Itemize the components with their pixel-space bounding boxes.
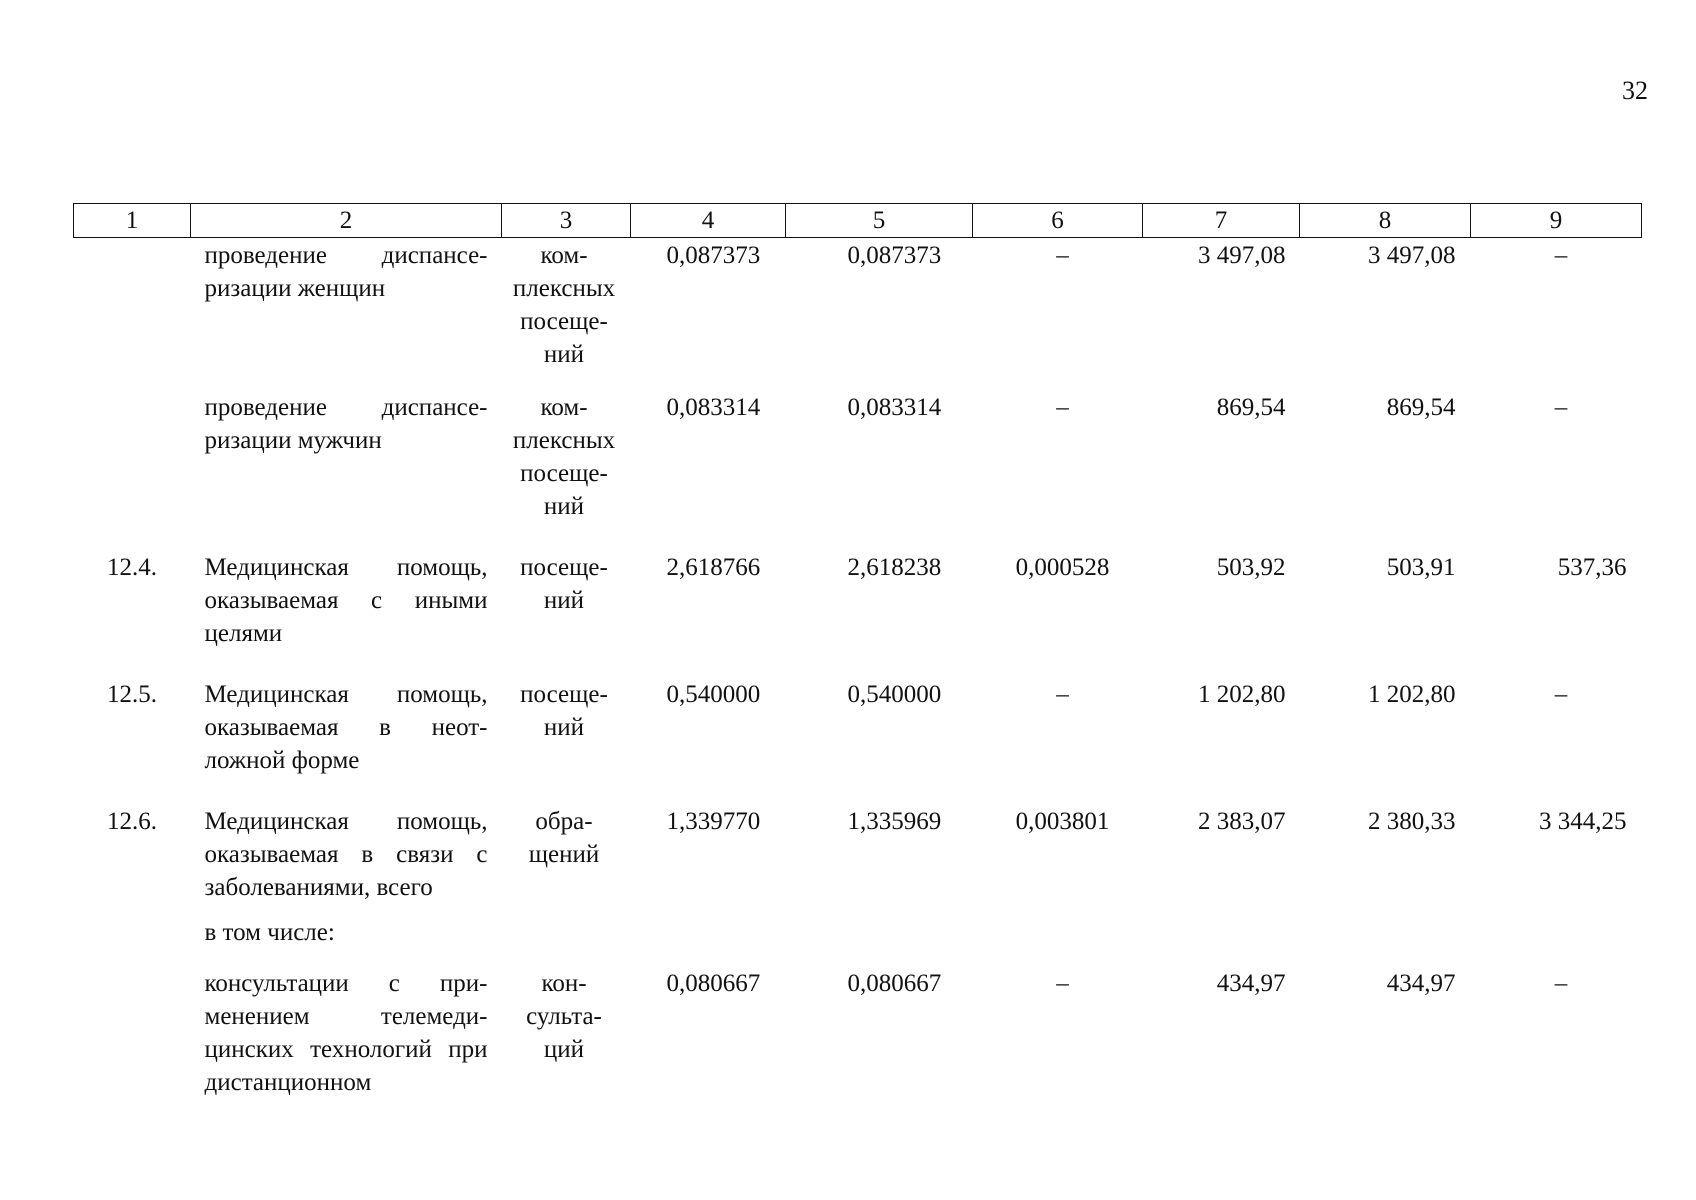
- cell-col-5: [786, 916, 973, 967]
- cell-col-6: 0,000528: [1015, 554, 1110, 581]
- cell-col-8: [1300, 916, 1471, 967]
- cell-col-8: 434,97: [1386, 970, 1456, 997]
- data-table: [73, 203, 1642, 1127]
- table-row: [74, 391, 1642, 551]
- cell-col-5: 0,080667: [847, 970, 942, 997]
- cell-col-9: 537,36: [1557, 554, 1627, 581]
- cell-col-7: 503,92: [1216, 554, 1286, 581]
- cell-col-4: 1,339770: [666, 808, 761, 835]
- cell-col-9: –: [1554, 394, 1568, 421]
- row-name: Медицинская помощь, оказываемая в неот-ложной форме: [204, 681, 488, 774]
- cell-col-4: 0,540000: [666, 681, 761, 708]
- cell-col-6: [973, 916, 1143, 967]
- cell-col-7: 869,54: [1216, 394, 1286, 421]
- cell-col-5: 1,335969: [847, 808, 942, 835]
- cell-col-8: 2 380,33: [1368, 808, 1456, 835]
- row-unit: посеще-ний: [520, 681, 608, 741]
- row-name: Медицинская помощь, оказываемая в связи с заболеваниями, всего: [204, 808, 488, 901]
- cell-col-8: 1 202,80: [1368, 681, 1456, 708]
- cell-col-4: 0,080667: [666, 970, 761, 997]
- cell-col-7: 2 383,07: [1198, 808, 1286, 835]
- table-header-row: [74, 204, 1642, 238]
- row-unit: обра-щений: [528, 808, 600, 868]
- row-unit: посеще-ний: [520, 554, 608, 614]
- cell-col-9: –: [1554, 970, 1568, 997]
- cell-col-5: 0,083314: [847, 394, 942, 421]
- cell-col-9: –: [1554, 681, 1568, 708]
- row-name: консультации с при-менением телемеди-цинских технологий при дистанционном: [204, 970, 488, 1096]
- cell-col-6: 0,003801: [1015, 808, 1110, 835]
- cell-col-7: 3 497,08: [1198, 242, 1286, 269]
- table-row: [74, 805, 1642, 916]
- row-name: Медицинская помощь, оказываемая с иными целями: [204, 554, 488, 647]
- cell-col-5: 0,087373: [847, 242, 942, 269]
- row-number: 12.5.: [107, 681, 157, 708]
- cell-col-8: 503,91: [1386, 554, 1456, 581]
- row-name: в том числе:: [204, 919, 335, 946]
- row-name: проведение диспансе-ризации женщин: [204, 242, 488, 302]
- table-row: [74, 916, 1642, 967]
- cell-col-9: –: [1554, 242, 1568, 269]
- column-header-2: 2: [191, 204, 502, 238]
- cell-col-4: 2,618766: [666, 554, 761, 581]
- row-number: 12.4.: [107, 554, 157, 581]
- cell-col-4: 0,087373: [666, 242, 761, 269]
- table-row: [74, 551, 1642, 678]
- row-number: [74, 916, 191, 967]
- column-header-4: 4: [631, 204, 786, 238]
- table-row: [74, 238, 1642, 392]
- cell-col-4: 0,083314: [666, 394, 761, 421]
- row-number: [74, 238, 191, 392]
- column-header-7: 7: [1143, 204, 1300, 238]
- row-number: 12.6.: [107, 808, 157, 835]
- row-unit: кон-сульта-ций: [526, 970, 602, 1063]
- cell-col-6: –: [1056, 970, 1069, 997]
- table-row: [74, 678, 1642, 805]
- cell-col-4: [631, 916, 786, 967]
- cell-col-7: 434,97: [1216, 970, 1286, 997]
- cell-col-6: –: [1056, 394, 1069, 421]
- cell-col-7: 1 202,80: [1198, 681, 1286, 708]
- cell-col-6: –: [1056, 681, 1069, 708]
- table-row: [74, 967, 1642, 1127]
- column-header-5: 5: [786, 204, 973, 238]
- cell-col-6: –: [1056, 242, 1069, 269]
- cell-col-7: [1143, 916, 1300, 967]
- row-unit: [502, 916, 631, 967]
- row-unit: ком-плексных посеще-ний: [512, 394, 616, 520]
- column-header-3: 3: [502, 204, 631, 238]
- cell-col-5: 0,540000: [847, 681, 942, 708]
- row-number: [74, 391, 191, 551]
- column-header-6: 6: [973, 204, 1143, 238]
- page-number: 32: [1622, 76, 1648, 105]
- cell-col-5: 2,618238: [847, 554, 942, 581]
- column-header-1: 1: [74, 204, 191, 238]
- column-header-9: 9: [1471, 204, 1642, 238]
- cell-col-8: 3 497,08: [1368, 242, 1456, 269]
- cell-col-8: 869,54: [1386, 394, 1456, 421]
- column-header-8: 8: [1300, 204, 1471, 238]
- cell-col-9: 3 344,25: [1539, 808, 1627, 835]
- row-number: [74, 967, 191, 1127]
- row-name: проведение диспансе-ризации мужчин: [204, 394, 488, 454]
- row-unit: ком-плексных посеще-ний: [512, 242, 616, 368]
- cell-col-9: [1471, 916, 1642, 967]
